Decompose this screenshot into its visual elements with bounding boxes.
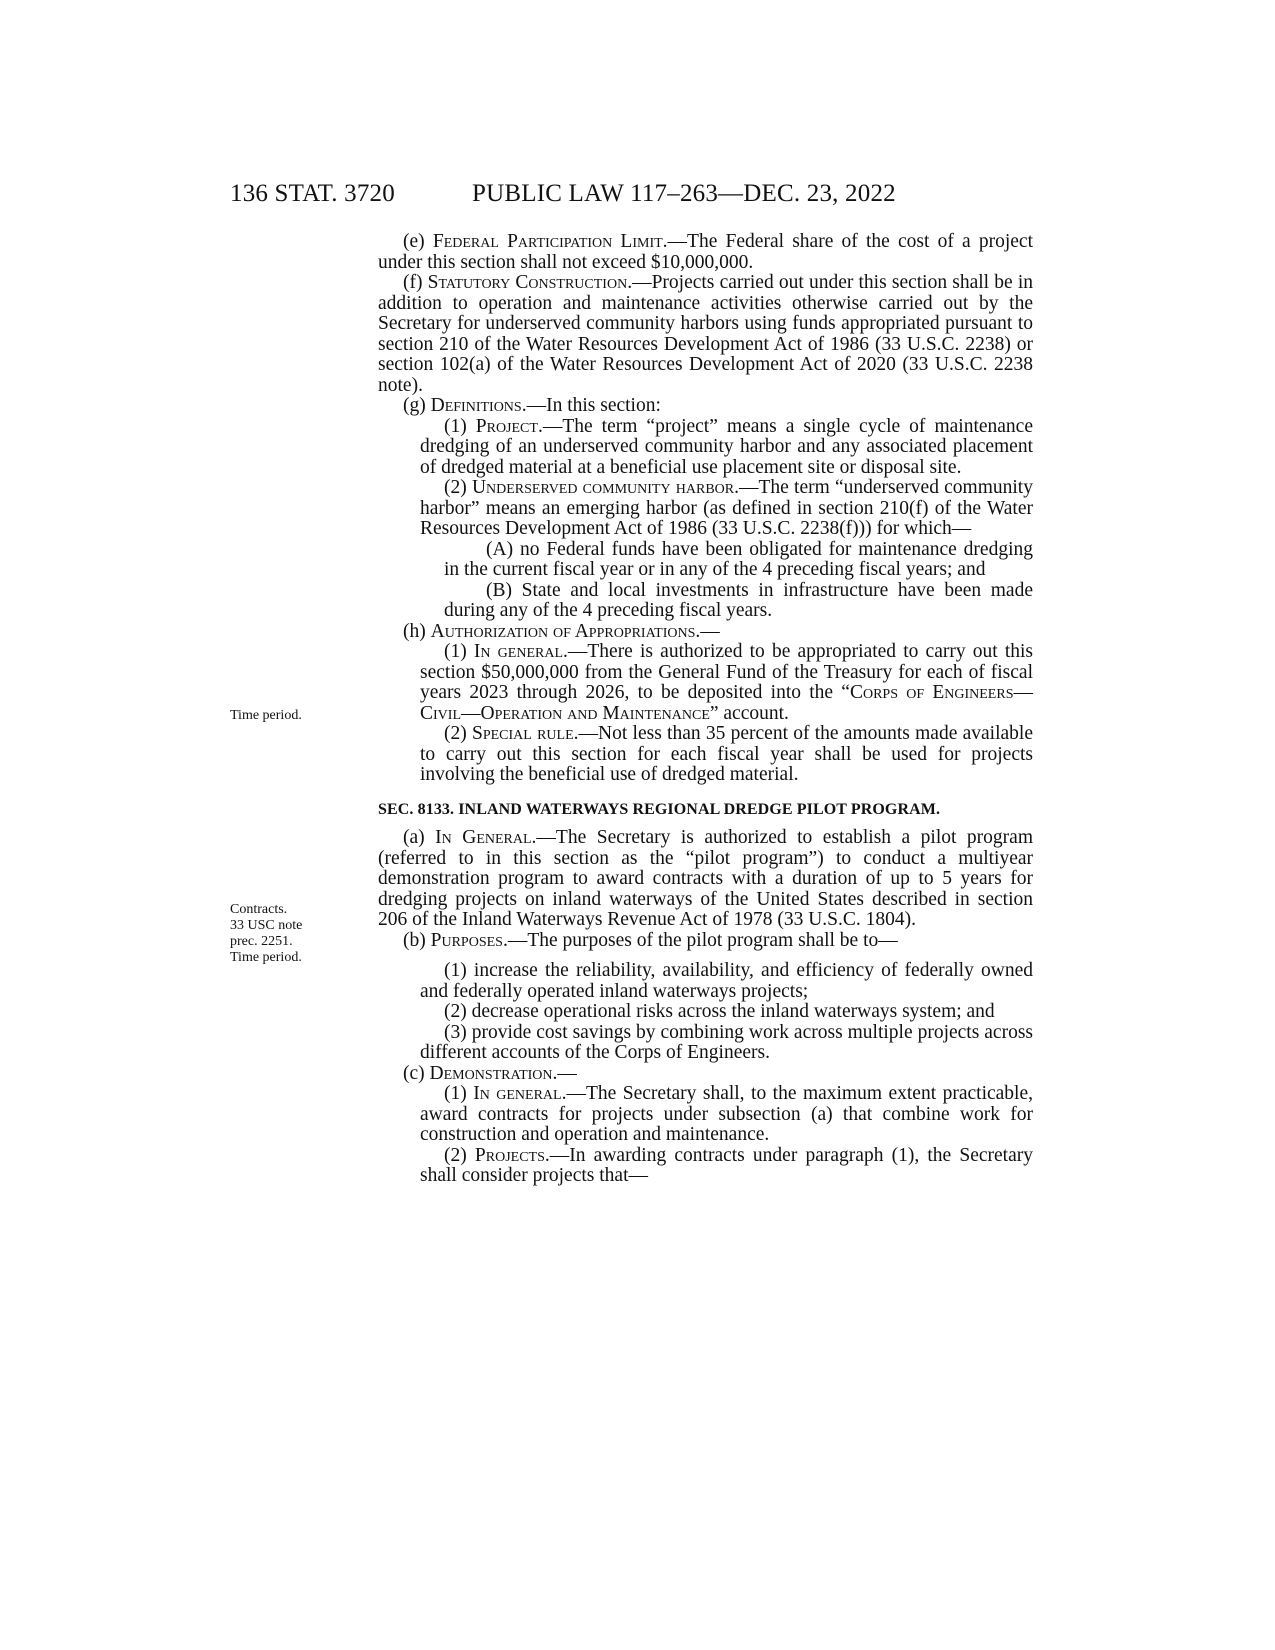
subsection-f: (f) Statutory Construction.—Projects carried out under this section shall be in addition to operation and maintenance activities otherwise carried out by the Secretary for underserved community harbors using funds appropriated pursuant to section 210 of the Water Resources Development Act of 1986 (33 U.S.C. 2238) or section 102(a) of the Water Resources Development Act of 2020 (33 U.S.C. 2238 note). <box>378 272 1033 396</box>
paragraph-b1: (1) increase the reliability, availability, and efficiency of federally owned and federally operated inland waterways projects; <box>420 960 1033 1002</box>
subsection-e: (e) Federal Participation Limit.—The Federal share of the cost of a project under this section shall not exceed $10,000,000. <box>378 231 1033 273</box>
section-heading: SEC. 8133. INLAND WATERWAYS REGIONAL DREDGE PILOT PROGRAM. <box>378 800 941 818</box>
page-header-law: PUBLIC LAW 117–263—DEC. 23, 2022 <box>472 180 896 207</box>
subsection-b: (b) Purposes.—The purposes of the pilot program shall be to— <box>403 929 898 951</box>
paragraph-h2: (2) Special rule.—Not less than 35 percent of the amounts made available to carry out this section for each fiscal year shall be used for projects involving the beneficial use of dredged material. <box>420 723 1033 785</box>
paragraph-h1: (1) In general.—There is authorized to be appropriated to carry out this section $50,000,000 from the General Fund of the Treasury for each of fiscal years 2023 through 2026, to be deposited into the “Corps of Engineers—Civil—Operation and Maintenance” account. <box>420 641 1033 724</box>
margin-note-block <box>230 902 302 966</box>
margin-note-contracts: Contracts. <box>230 902 288 917</box>
margin-note-prec: prec. 2251. <box>230 934 293 949</box>
subsection-a: (a) In General.—The Secretary is authorized to establish a pilot program (referred to in this section as the “pilot program”) to conduct a multiyear demonstration program to award contracts with a duration of up to 5 years for dredging projects on inland waterways of the United States described in section 206 of the Inland Waterways Revenue Act of 1978 (33 U.S.C. 1804). <box>378 827 1033 930</box>
document-body <box>378 232 1033 1187</box>
paragraph-b3: (3) provide cost savings by combining work across multiple projects across different accounts of the Corps of Engineers. <box>420 1021 1033 1063</box>
paragraph-g1: (1) Project.—The term “project” means a single cycle of maintenance dredging of an underserved community harbor and any associated placement of dredged material at a beneficial use placement site or disposal site. <box>420 415 1033 478</box>
subsection-h: (h) Authorization of Appropriations.— <box>403 620 720 642</box>
paragraph-b2: (2) decrease operational risks across the inland waterways system; and <box>444 1001 995 1022</box>
subsection-g: (g) Definitions.—In this section: <box>403 395 661 416</box>
subsection-c: (c) Demonstration.— <box>403 1062 577 1084</box>
page-header-stat: 136 STAT. 3720 <box>230 180 395 207</box>
paragraph-g2: (2) Underserved community harbor.—The term “underserved community harbor” means an emerging harbor (as defined in section 210(f) of the Water Resources Development Act of 1986 (33 U.S.C. 2238(f))) for which— <box>420 477 1033 539</box>
paragraph-c2: (2) Projects.—In awarding contracts under paragraph (1), the Secretary shall consider projects that— <box>420 1144 1033 1186</box>
margin-note-time-period: Time period. <box>230 708 302 723</box>
margin-note-time-period-2: Time period. <box>230 950 302 965</box>
margin-note-usc: 33 USC note <box>230 918 303 933</box>
subparagraph-gA: (A) no Federal funds have been obligated for maintenance dredging in the current fiscal year or in any of the 4 preceding fiscal years; and <box>444 538 1033 580</box>
subparagraph-gB: (B) State and local investments in infrastructure have been made during any of the 4 preceding fiscal years. <box>444 579 1033 621</box>
paragraph-c1: (1) In general.—The Secretary shall, to the maximum extent practicable, award contracts for projects under subsection (a) that combine work for construction and operation and maintenance. <box>420 1083 1033 1145</box>
